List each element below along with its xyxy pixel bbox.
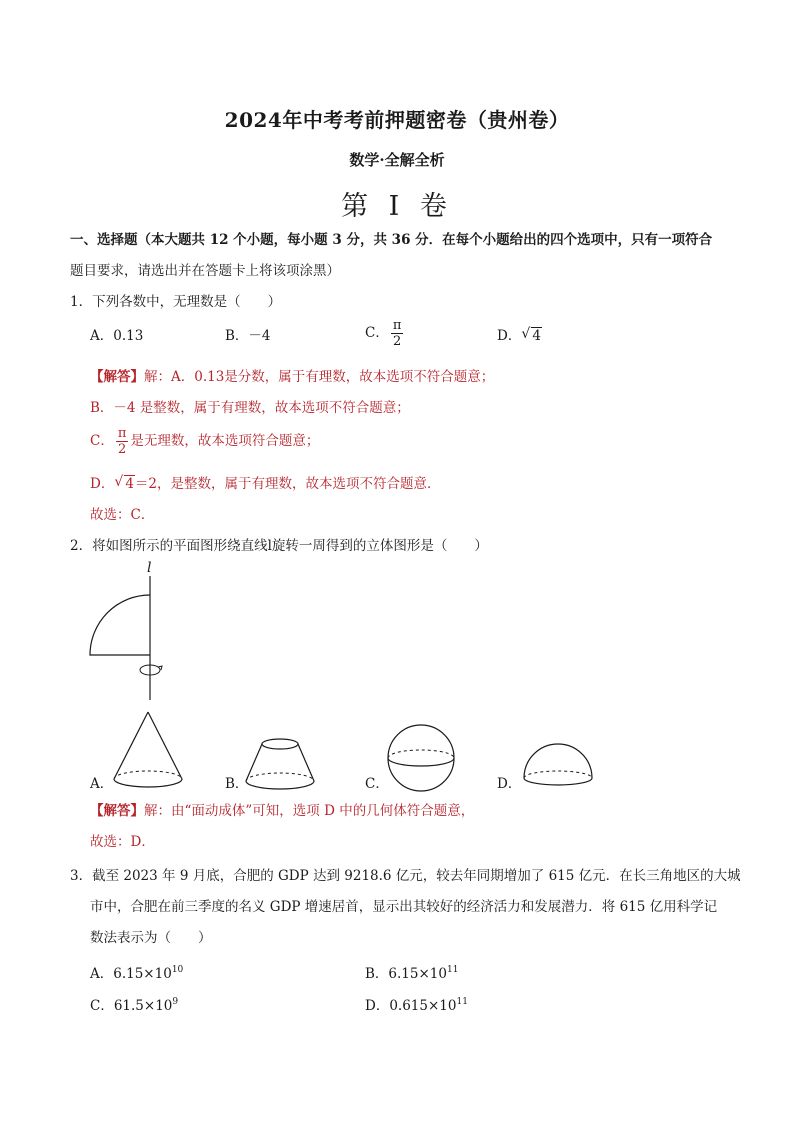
question-3-stem-line2: 市中，合肥在前三季度的名义 GDP 增速居首，显示出其较好的经济活力和发展潜力．将 615 亿用科学记 bbox=[90, 899, 718, 915]
hemisphere-figure bbox=[524, 744, 592, 785]
square-root: √ 4 bbox=[114, 474, 134, 492]
square-root: √ 4 bbox=[521, 326, 541, 344]
q1-answer-line2: B．－4 是整数，属于有理数，故本选项不符合题意； bbox=[90, 400, 410, 416]
sphere-figure bbox=[388, 725, 454, 791]
q2-option-c: C． bbox=[365, 776, 389, 792]
axis-label: l bbox=[147, 560, 152, 576]
fraction: $\frac{\pi}{2}$ bbox=[117, 426, 127, 457]
q3-option-d: D．$0.615\times 10^{11}$ bbox=[365, 997, 468, 1014]
q3-option-a: A．$6.15\times 10^{10}$ bbox=[90, 965, 184, 982]
q1-option-b: B．－4 bbox=[225, 328, 271, 344]
q1-answer-line3: C． $\frac{\pi}{2}$ 是无理数，故本选项符合题意； bbox=[90, 426, 320, 457]
question-1-stem: 1．下列各数中，无理数是（ ） bbox=[70, 294, 282, 310]
q2-option-d: D． bbox=[497, 776, 522, 792]
q1-option-d: D． √ 4 bbox=[497, 326, 541, 344]
q3-option-c: C．$61.5\times 10^9$ bbox=[90, 997, 179, 1014]
q1-choice: 故选：C． bbox=[90, 507, 155, 523]
q2-option-a: A． bbox=[90, 776, 114, 792]
volume-heading: 第 I 卷 bbox=[341, 191, 453, 222]
question-2-stem: 2．将如图所示的平面图形绕直线l旋转一周得到的立体图形是（ ） bbox=[70, 538, 488, 554]
q1-answer-line4: D． √ 4＝2，是整数，属于有理数，故本选项不符合题意． bbox=[90, 474, 441, 492]
document-subtitle: 数学·全解全析 bbox=[349, 151, 445, 169]
q2-answer: 【解答】解：由“面动成体”可知，选项 D 中的几何体符合题意， bbox=[90, 803, 475, 819]
question-3-stem-line1: 3．截至 2023 年 9 月底，合肥的 GDP 达到 9218.6 亿元，较去年同期增加了 615 亿元．在长三角地区的大城 bbox=[70, 868, 741, 884]
q2-option-b: B． bbox=[225, 776, 249, 792]
frustum-figure bbox=[246, 739, 314, 789]
q1-option-c: C． $\frac{\pi}{2}$ bbox=[365, 318, 402, 349]
question-3-stem-line3: 数法表示为（ ） bbox=[90, 930, 212, 946]
document-title: 2024年中考考前押题密卷（贵州卷） bbox=[224, 108, 570, 132]
cone-figure bbox=[114, 712, 182, 787]
fraction: $\frac{\pi}{2}$ bbox=[392, 318, 402, 349]
q2-choice: 故选：D． bbox=[90, 834, 155, 850]
q3-option-b: B．$6.15\times 10^{11}$ bbox=[365, 965, 459, 982]
section-instructions-line1: 一、选择题（本大题共 12 个小题，每小题 3 分，共 36 分．在每个小题给出的四个选项中，只有一项符合 bbox=[70, 232, 713, 248]
section-instructions-line2: 题目要求，请选出并在答题卡上将该项涂黑） bbox=[70, 263, 340, 279]
q1-answer-line1: 【解答】解：A．0.13是分数，属于有理数，故本选项不符合题意； bbox=[90, 369, 495, 385]
q1-option-a: A．0.13 bbox=[90, 328, 144, 344]
